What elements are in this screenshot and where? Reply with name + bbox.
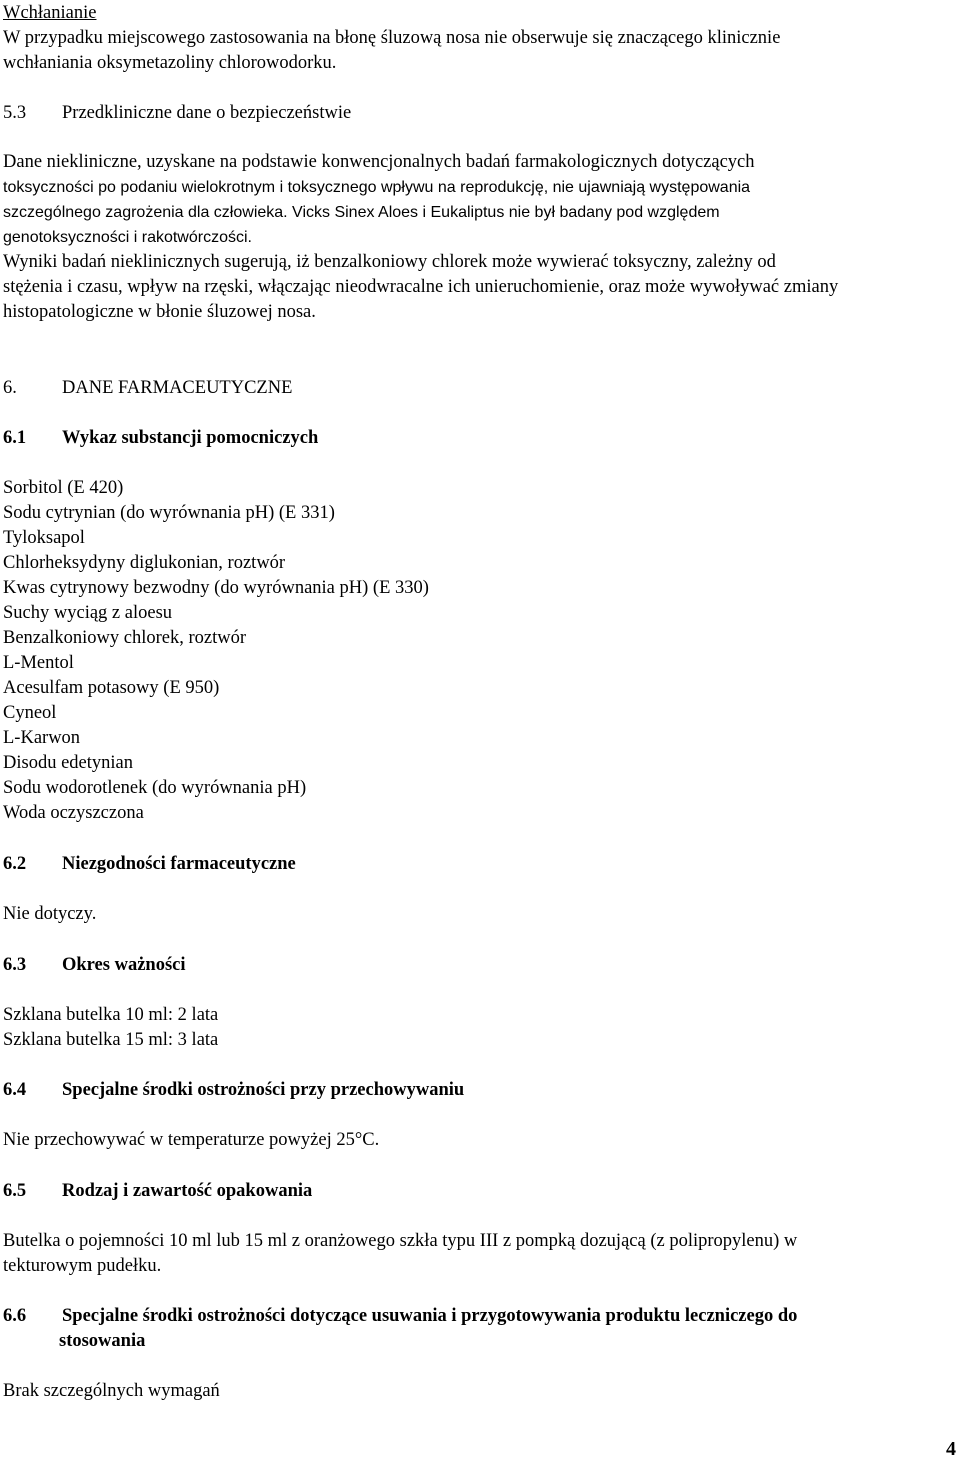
section-title: Rodzaj i zawartość opakowania — [62, 1181, 313, 1201]
excipient-item: Kwas cytrynowy bezwodny (do wyrównania pH) (E 330) — [3, 578, 429, 598]
section-number: 6.3 — [3, 955, 27, 975]
section-title: Okres ważności — [62, 955, 186, 975]
excipient-item: L-Mentol — [3, 653, 74, 673]
section-title: Specjalne środki ostrożności przy przechowywaniu — [62, 1080, 465, 1100]
section-title: Przedkliniczne dane o bezpieczeństwie — [62, 103, 352, 123]
excipient-item: Woda oczyszczona — [3, 803, 144, 823]
section-title-line-2: stosowania — [59, 1331, 146, 1351]
excipient-item: Chlorheksydyny diglukonian, roztwór — [3, 553, 286, 573]
excipient-item: Sorbitol (E 420) — [3, 478, 124, 498]
excipient-item: Benzalkoniowy chlorek, roztwór — [3, 628, 246, 648]
disposal-text: Brak szczególnych wymagań — [3, 1381, 220, 1401]
preclinical-p1-line-2: toksyczności po podaniu wielokrotnym i toksycznego wpływu na reprodukcję, nie ujawniają występowania — [3, 179, 751, 196]
shelf-life-line-2: Szklana butelka 15 ml: 3 lata — [3, 1030, 219, 1050]
preclinical-p2-line-1: Wyniki badań nieklinicznych sugerują, iż benzalkoniowy chlorek może wywierać toksyczny, zależny od — [3, 252, 776, 272]
page-number: 4 — [946, 1438, 956, 1460]
excipient-item: Suchy wyciąg z aloesu — [3, 603, 173, 623]
packaging-line-1: Butelka o pojemności 10 ml lub 15 ml z oranżowego szkła typu III z pompką dozującą (z polipropylenu) w — [3, 1231, 798, 1251]
section-6-5-heading — [3, 1179, 313, 1204]
absorption-heading: Wchłanianie — [3, 3, 97, 23]
preclinical-p1-line-4: genotoksyczności i rakotwórczości. — [3, 229, 252, 246]
incompatibilities-text: Nie dotyczy. — [3, 904, 97, 924]
excipient-item: Tyloksapol — [3, 528, 85, 548]
absorption-line-1: W przypadku miejscowego zastosowania na błonę śluzową nosa nie obserwuje się znaczącego klinicznie — [3, 28, 781, 48]
preclinical-p1-line-3: szczególnego zagrożenia dla człowieka. Vicks Sinex Aloes i Eukaliptus nie był badany pod względem — [3, 204, 720, 221]
preclinical-p2-line-3: histopatologiczne w błonie śluzowej nosa. — [3, 302, 316, 322]
section-6-3-heading — [3, 953, 186, 978]
section-number: 6.4 — [3, 1080, 27, 1100]
excipient-item: Sodu cytrynian (do wyrównania pH) (E 331) — [3, 503, 335, 523]
section-6-heading — [3, 376, 293, 401]
section-number: 6.5 — [3, 1181, 27, 1201]
section-number: 5.3 — [3, 103, 27, 123]
section-title-line-1: Specjalne środki ostrożności dotyczące usuwania i przygotowywania produktu leczniczego do — [62, 1306, 798, 1326]
section-6-4-heading — [3, 1078, 465, 1103]
section-number: 6.2 — [3, 854, 27, 874]
section-title: Wykaz substancji pomocniczych — [62, 428, 319, 448]
section-number: 6. — [3, 378, 17, 398]
section-number: 6.1 — [3, 428, 27, 448]
excipient-item: Acesulfam potasowy (E 950) — [3, 678, 220, 698]
excipient-item: Disodu edetynian — [3, 753, 133, 773]
shelf-life-line-1: Szklana butelka 10 ml: 2 lata — [3, 1005, 219, 1025]
absorption-line-2: wchłaniania oksymetazoliny chlorowodorku. — [3, 53, 337, 73]
preclinical-p1-line-1: Dane niekliniczne, uzyskane na podstawie konwencjonalnych badań farmakologicznych dotyczących — [3, 152, 755, 172]
storage-text: Nie przechowywać w temperaturze powyżej 25°C. — [3, 1130, 380, 1150]
section-6-2-heading — [3, 852, 296, 877]
section-number: 6.6 — [3, 1306, 27, 1326]
preclinical-p2-line-2: stężenia i czasu, wpływ na rzęski, włączając nieodwracalne ich unieruchomienie, oraz może wywoływać zmiany — [3, 277, 839, 297]
section-6-6-heading — [3, 1304, 798, 1329]
packaging-line-2: tekturowym pudełku. — [3, 1256, 162, 1276]
section-title: Niezgodności farmaceutyczne — [62, 854, 296, 874]
excipient-item: Cyneol — [3, 703, 57, 723]
excipient-item: Sodu wodorotlenek (do wyrównania pH) — [3, 778, 307, 798]
section-title: DANE FARMACEUTYCZNE — [62, 378, 293, 398]
section-5-3-heading — [3, 101, 352, 126]
excipient-item: L-Karwon — [3, 728, 81, 748]
section-6-1-heading — [3, 426, 319, 451]
